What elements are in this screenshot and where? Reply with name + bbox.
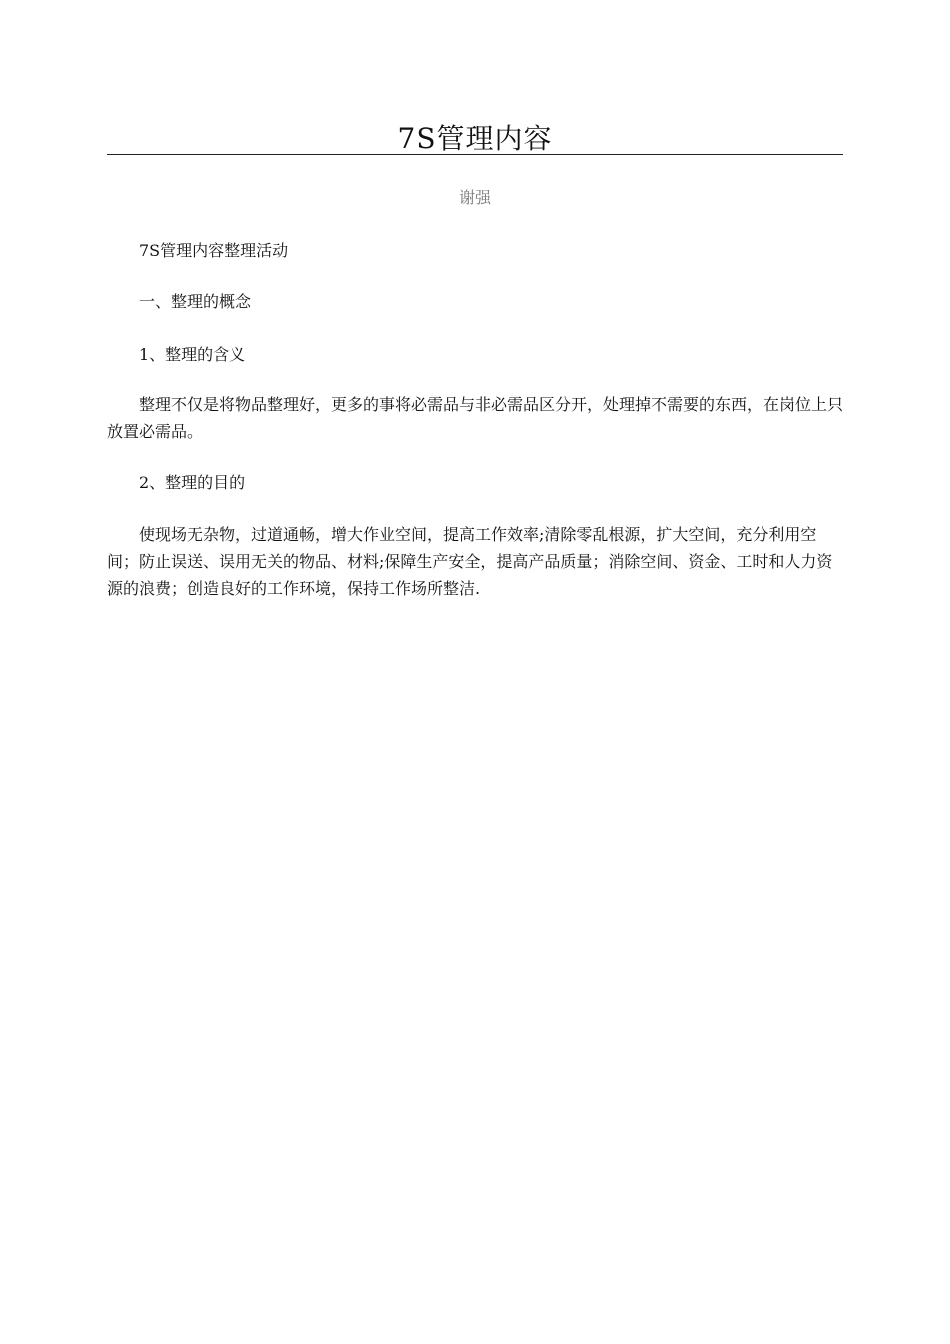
section-heading: 7S管理内容整理活动 — [139, 241, 289, 260]
body-paragraph: 整理不仅是将物品整理好，更多的事将必需品与非必需品区分开，处理掉不需要的东西，在岗位上只放置必需品。 — [107, 395, 844, 441]
document-title: 7S管理内容 — [397, 122, 553, 155]
subsection-heading: 一、整理的概念 — [139, 292, 252, 311]
document-page — [107, 0, 843, 1344]
item-heading: 2、整理的目的 — [139, 473, 246, 492]
title-underline — [107, 154, 843, 155]
item-heading: 1、整理的含义 — [139, 345, 246, 364]
author-name: 谢强 — [458, 188, 491, 207]
body-paragraph: 使现场无杂物，过道通畅，增大作业空间，提高工作效率;清除零乱根源，扩大空间，充分利用空间；防止误送、误用无关的物品、材料;保障生产安全，提高产品质量；消除空间、资金、工时和人力资源的浪费；创造良好的工作环境，保持工作场所整洁. — [107, 525, 833, 598]
